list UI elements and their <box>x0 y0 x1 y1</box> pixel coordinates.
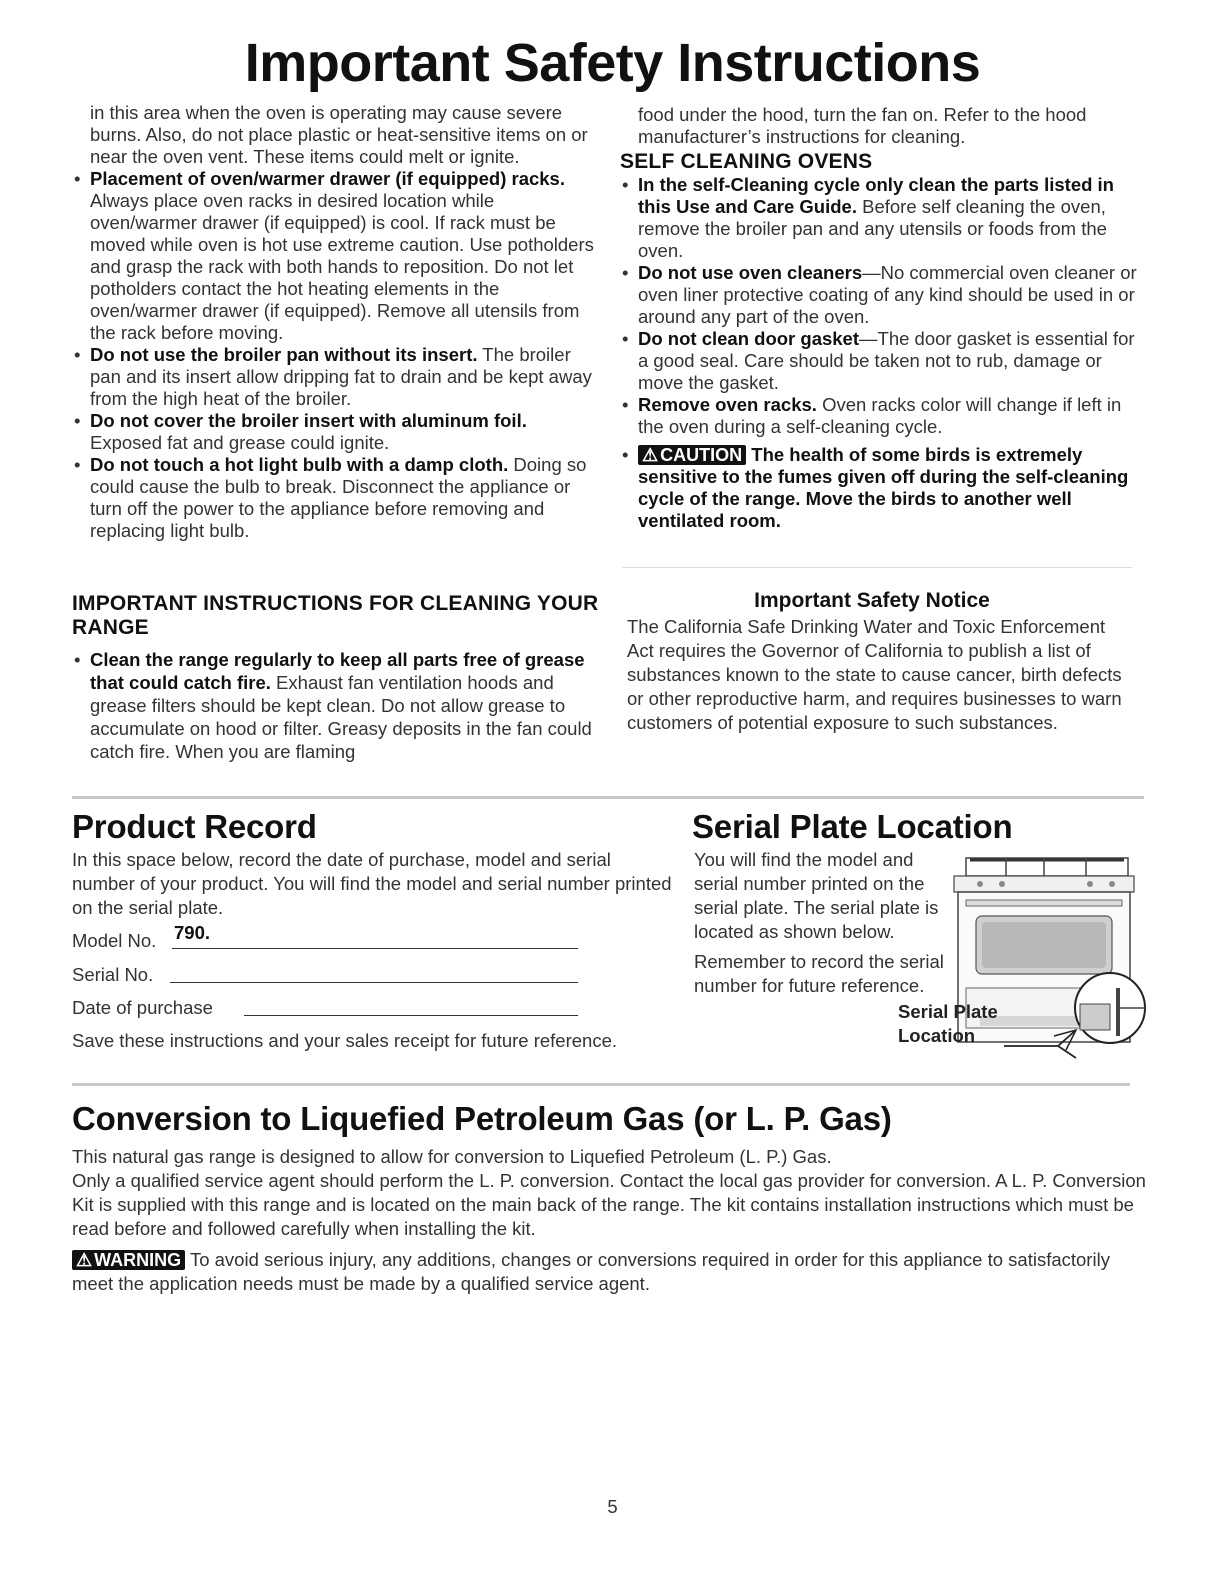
bullet-door-gasket: • Do not clean door gasket—The door gasket is essential for a good seal. Care should be taken not to rub, damage or move the gasket. <box>620 328 1150 394</box>
self-cleaning-heading: SELF CLEANING OVENS <box>620 150 873 173</box>
serial-plate-text: You will find the model and serial number printed on the serial plate. The serial plate is located as shown below. Remember to record the serial number for future reference. <box>694 849 944 996</box>
bullet-rack-placement: • Placement of oven/warmer drawer (if equipped) racks. Always place oven racks in desired location while oven/warmer drawer (if equipped) is cool. If rack must be moved while oven is hot use extreme caution. Use potholders and grasp the rack with both hands to reposition. Do not let potholders contact the hot heating elements in the oven/warmer drawer (if equipped). Remove all utensils from the rack before moving. <box>72 168 597 344</box>
serial-plate-heading: Serial Plate Location <box>692 808 1013 845</box>
caution-badge: ⚠ CAUTION <box>638 445 746 465</box>
section-divider <box>72 1083 1130 1086</box>
page-number: 5 <box>607 1496 618 1517</box>
divider <box>622 567 1132 568</box>
right-column <box>620 104 1150 532</box>
date-label: Date of purchase <box>72 997 213 1018</box>
serial-plate-caption: Serial Plate Location <box>898 1001 998 1046</box>
page-title: Important Safety Instructions <box>244 33 981 93</box>
model-line <box>172 948 578 949</box>
lp-gas-heading: Conversion to Liquefied Petroleum Gas (or L. P. Gas) <box>72 1100 892 1137</box>
serial-label: Serial No. <box>72 964 154 985</box>
bullet-oven-racks: • Remove oven racks. Oven racks color will change if left in the oven during a self-cleaning cycle. <box>620 394 1150 438</box>
product-record-heading: Product Record <box>72 808 317 845</box>
bullet-light-bulb: • Do not touch a hot light bulb with a damp cloth. Doing so could cause the bulb to break. Disconnect the appliance or turn off the power to the appliance before removing and replacing light bulb. <box>72 454 597 542</box>
cleaning-heading: IMPORTANT INSTRUCTIONS FOR CLEANING YOUR RANGE <box>72 592 599 639</box>
left-column <box>72 102 597 542</box>
bullet-clean-range: • Clean the range regularly to keep all parts free of grease that could catch fire. Exhaust fan ventilation hoods and grease filters should be kept clean. Do not allow grease to accumulate on hood or filter. Greasy deposits in the fan could catch fire. When you are flaming <box>72 648 602 763</box>
notice-text: The California Safe Drinking Water and Toxic Enforcement Act requires the Governor of California to publish a list of substances known to the state to cause cancer, birth defects or other reproductive harm, and requires businesses to warn customers of potential exposure to such substances. <box>627 616 1122 733</box>
bullet-broiler-insert: • Do not use the broiler pan without its insert. The broiler pan and its insert allow dripping fat to drain and be kept away from the high heat of the broiler. <box>72 344 597 410</box>
right-intro-text: food under the hood, turn the fan on. Refer to the hood manufacturer’s instructions for cleaning. <box>638 104 1087 147</box>
warning-triangle-icon: ⚠ <box>76 1250 93 1270</box>
warning-triangle-icon: ⚠ <box>642 445 659 465</box>
bullet-oven-cleaners: • Do not use oven cleaners—No commercial oven cleaner or oven liner protective coating of any kind should be used in or around any part of the oven. <box>620 262 1150 328</box>
bullet-self-clean-parts: • In the self-Cleaning cycle only clean the parts listed in this Use and Care Guide. Before self cleaning the oven, remove the broiler pan and any utensils or foods from the oven. <box>620 174 1150 262</box>
serial-line <box>170 982 578 983</box>
notice-title: Important Safety Notice <box>754 589 990 612</box>
lp-gas-body: This natural gas range is designed to allow for conversion to Liquefied Petroleum (L. P.) Gas. Only a qualified service agent should perform the L. P. conversion. Contact the local gas provider for conversion. A L. P. Conversion Kit is supplied with this range and is located on the main back of the range. The kit contains installation instructions which must be read before and followed carefully when installing the kit. <box>72 1146 1146 1239</box>
model-value[interactable]: 790. <box>174 922 211 943</box>
warning-badge: ⚠ WARNING <box>72 1250 185 1270</box>
model-label: Model No. <box>72 930 157 951</box>
left-intro-text: in this area when the oven is operating may cause severe burns. Also, do not place plastic or heat-sensitive items on or near the oven vent. These items could melt or ignite. <box>90 102 588 167</box>
language-side-tab <box>1150 590 1180 740</box>
lp-gas-warning: ⚠ WARNING To avoid serious injury, any additions, changes or conversions required in order for this appliance to satisfactorily meet the application needs must be made by a qualified service agent. <box>72 1249 1110 1294</box>
section-divider <box>72 796 1144 799</box>
safety-notice <box>627 589 1127 735</box>
bullet-caution-birds: • ⚠ CAUTION The health of some birds is extremely sensitive to the fumes given off during the self-cleaning cycle of the range. Move the birds to another well ventilated room. <box>620 444 1150 532</box>
date-line <box>244 1015 578 1016</box>
product-record-intro: In this space below, record the date of purchase, model and serial number of your product. You will find the model and serial number printed on the serial plate. <box>72 849 672 918</box>
save-note: Save these instructions and your sales receipt for future reference. <box>72 1030 618 1051</box>
bullet-aluminum-foil: • Do not cover the broiler insert with aluminum foil. Exposed fat and grease could ignite. <box>72 410 597 454</box>
